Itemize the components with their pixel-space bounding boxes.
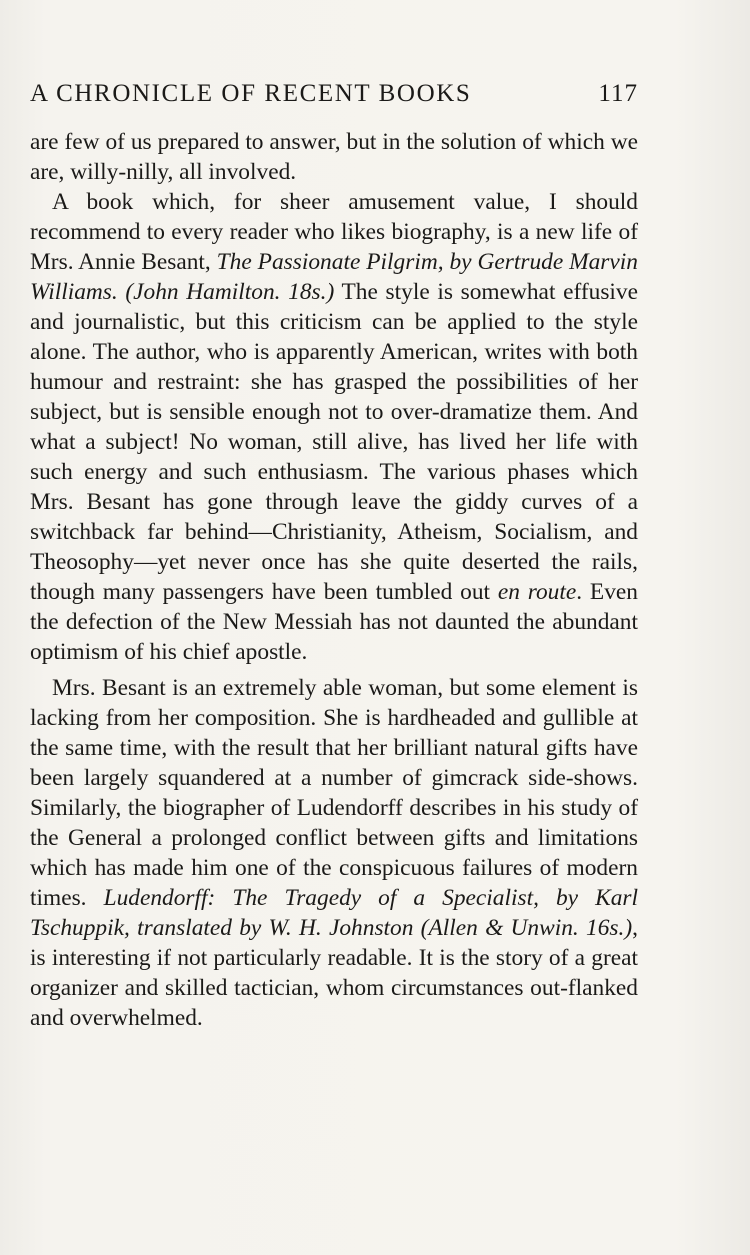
running-header xyxy=(30,80,638,114)
paragraph-3 xyxy=(30,673,638,1033)
paragraph-2-segment-5: . Even the defection of the New Messiah has not daunted the abundant optimism of his chief apostle. xyxy=(30,579,638,665)
paragraph-3-segment-3: , is interesting if not particularly readable. It is the story of a great organizer and skilled tactician, whom circumstances out-flanked and overwhelmed. xyxy=(30,915,638,1031)
book-citation-ludendorff: Ludendorff: The Tragedy of a Specialist, by Karl Tschuppik, translated by W. H. Johnston (Allen & Unwin. 16s.) xyxy=(30,885,638,941)
italic-en-route: en route xyxy=(497,579,577,605)
paragraph-1-segment-1: are few of us prepared to answer, but in the solution of which we are, willy-nilly, all involved. xyxy=(30,129,638,185)
paragraph-2 xyxy=(30,187,638,667)
running-title: A CHRONICLE OF RECENT BOOKS xyxy=(30,80,472,107)
paragraph-1 xyxy=(30,127,638,187)
paragraph-2-segment-1: A book which, for sheer amusement value, I should recommend to every reader who likes biography, is a new life of Mrs. Annie Besant, xyxy=(30,189,638,275)
page-number: 117 xyxy=(598,80,638,107)
paragraph-2-segment-3: The style is somewhat effusive and journalistic, but this criticism can be applied to the style alone. The author, who is apparently American, writes with both humour and restraint: she has grasped the possibilities of her subject, but is sensible enough not to over-dramatize them. And what a subject! No woman, still alive, has lived her life with such energy and such enthusiasm. The various phases which Mrs. Besant has gone through leave the giddy curves of a switchback far behind—Christianity, Atheism, Socialism, and Theosophy—yet never once has she quite deserted the rails, though many passengers have been tumbled out xyxy=(30,279,638,605)
book-citation-passionate-pilgrim: The Passionate Pilgrim, by Gertrude Marvin Williams. (John Hamilton. 18s.) xyxy=(30,249,638,305)
paragraph-3-segment-1: Mrs. Besant is an extremely able woman, but some element is lacking from her composition. She is hardheaded and gullible at the same time, with the result that her brilliant natural gifts have been largely squandered at a number of gimcrack side-shows. Similarly, the biographer of Ludendorff describes in his study of the General a prolonged conflict between gifts and limitations which has made him one of the conspicuous failures of modern times. xyxy=(30,675,638,911)
body-text xyxy=(30,127,638,1033)
